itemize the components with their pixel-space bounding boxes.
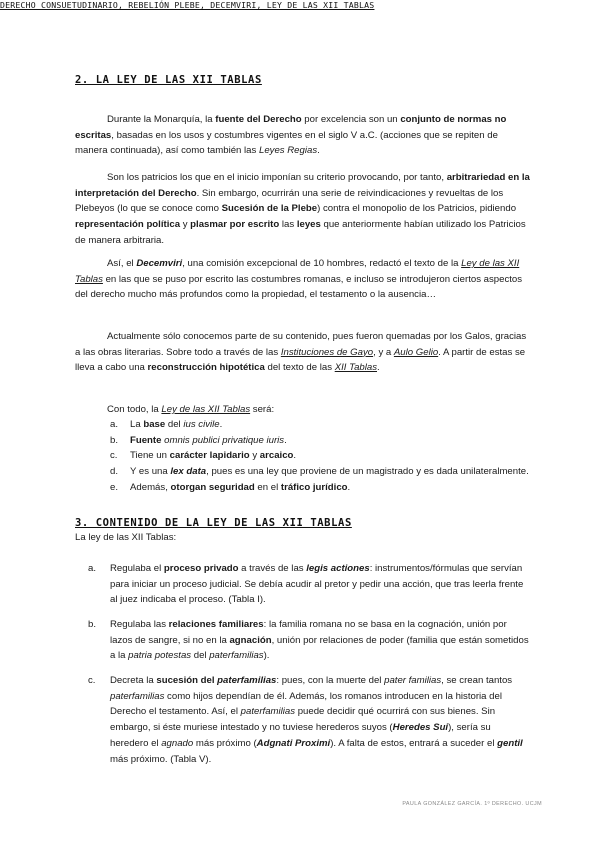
list-item: b. Fuente omnis publici privatique iuris. xyxy=(110,434,287,446)
paragraph-monarquia: Durante la Monarquía, la fuente del Derecho por excelencia son un conjunto de normas no escritas, basadas en los usos y costumbres vigentes en el siglo V a.C. (acciones que se repiten de manera continuada), así como también las Leyes Regias. xyxy=(75,114,507,157)
list-item: e. Además, otorgan seguridad en el tráfico jurídico. xyxy=(110,481,351,493)
link-ley-xii-tablas[interactable]: Ley de las XII Tablas xyxy=(75,258,520,285)
page-footer: PAULA GONZÁLEZ GARCÍA. 1º DERECHO. UCJM xyxy=(402,801,542,807)
content-item-c: c. Decreta la sucesión del paterfamilias: pues, con la muerte del pater familias, se crean tantos paterfamilias como hijos dependían de él. Además, los romanos introducen en la historia del Derecho el testamento. Así, el paterfamilias puede decidir qué ocurrirá con sus bienes. Sin embargo, si éste muriese intestado y no tuviese herederos suyos (Heredes Sui), sería su heredero el agnado más próximo (Adgnati Proximi). A falta de estos, entrará a suceder el gentil más próximo. (Tabla V). xyxy=(88,675,523,765)
section-subheading: DERECHO CONSUETUDINARIO, REBELIÓN PLEBE, DECEMVIRI, LEY DE LAS XII TABLAS xyxy=(0,0,375,10)
content-item-a: a. Regulaba el proceso privado a través de las legis actiones: instrumentos/fórmulas que servían para iniciar un proceso judicial. Se debía acudir al pretor y pedir una acción, que tras leerla frente al juez indicaba el proceso. (Tabla I). xyxy=(88,563,524,606)
characteristics-list xyxy=(110,417,530,496)
content-item-b: b. Regulaba las relaciones familiares: la familia romana no se basa en la cognación, unión por lazos de sangre, si no en la agnación, unión por relaciones de poder (familia que están sometidos a la patria potestas del paterfamilias). xyxy=(88,619,529,662)
paragraph-intro-contenido: La ley de las XII Tablas: xyxy=(75,532,177,543)
section-heading-2: 2. LA LEY DE LAS XII TABLAS xyxy=(75,74,262,86)
paragraph-contenido-conocido: Actualmente sólo conocemos parte de su contenido, pues fueron quemadas por los Galos, gracias a las obras literarias. Sobre todo a través de las Instituciones de Gayo, y a Aulo Gelio. A partir de estas se lleva a cabo una reconstrucción hipotética del texto de las XII Tablas. xyxy=(75,331,527,374)
paragraph-con-todo: Con todo, la Ley de las XII Tablas será: xyxy=(107,404,275,415)
list-item: d. Y es una lex data, pues es una ley que proviene de un magistrado y es dada unilateralmente. xyxy=(110,466,529,478)
link-xii-tablas[interactable]: XII Tablas xyxy=(334,362,378,374)
list-item: c. Tiene un carácter lapidario y arcaico. xyxy=(110,450,297,462)
paragraph-decemviri: Así, el Decemviri, una comisión excepcional de 10 hombres, redactó el texto de la Ley de las XII Tablas en las que se puso por escrito las costumbres romanas, e incluso se introdujeron ciertos aspectos del derecho mucho más profundos como la propiedad, el testamento o la ausencia… xyxy=(75,258,523,301)
link-ley-xii-tablas-2[interactable]: Ley de las XII Tablas xyxy=(161,404,251,415)
link-aulo-gelio[interactable]: Aulo Gelio xyxy=(393,346,439,358)
section-heading-3: 3. CONTENIDO DE LA LEY DE LAS XII TABLAS xyxy=(75,517,352,529)
list-item: a. La base del ius civile. xyxy=(110,419,223,430)
paragraph-patricios: Son los patricios los que en el inicio imponían su criterio provocando, por tanto, arbitrariedad en la interpretación del Derecho. Sin embargo, ocurrirán una serie de reivindicaciones y revueltas de los Plebeyos (lo que se conoce como Sucesión de la Plebe) contra el monopolio de los Patricios, pidiendo representación política y plasmar por escrito las leyes que anteriormente habían utilizado los Patricios de manera arbitraria. xyxy=(75,172,530,246)
link-instituciones-gayo[interactable]: Instituciones de Gayo xyxy=(280,346,374,358)
